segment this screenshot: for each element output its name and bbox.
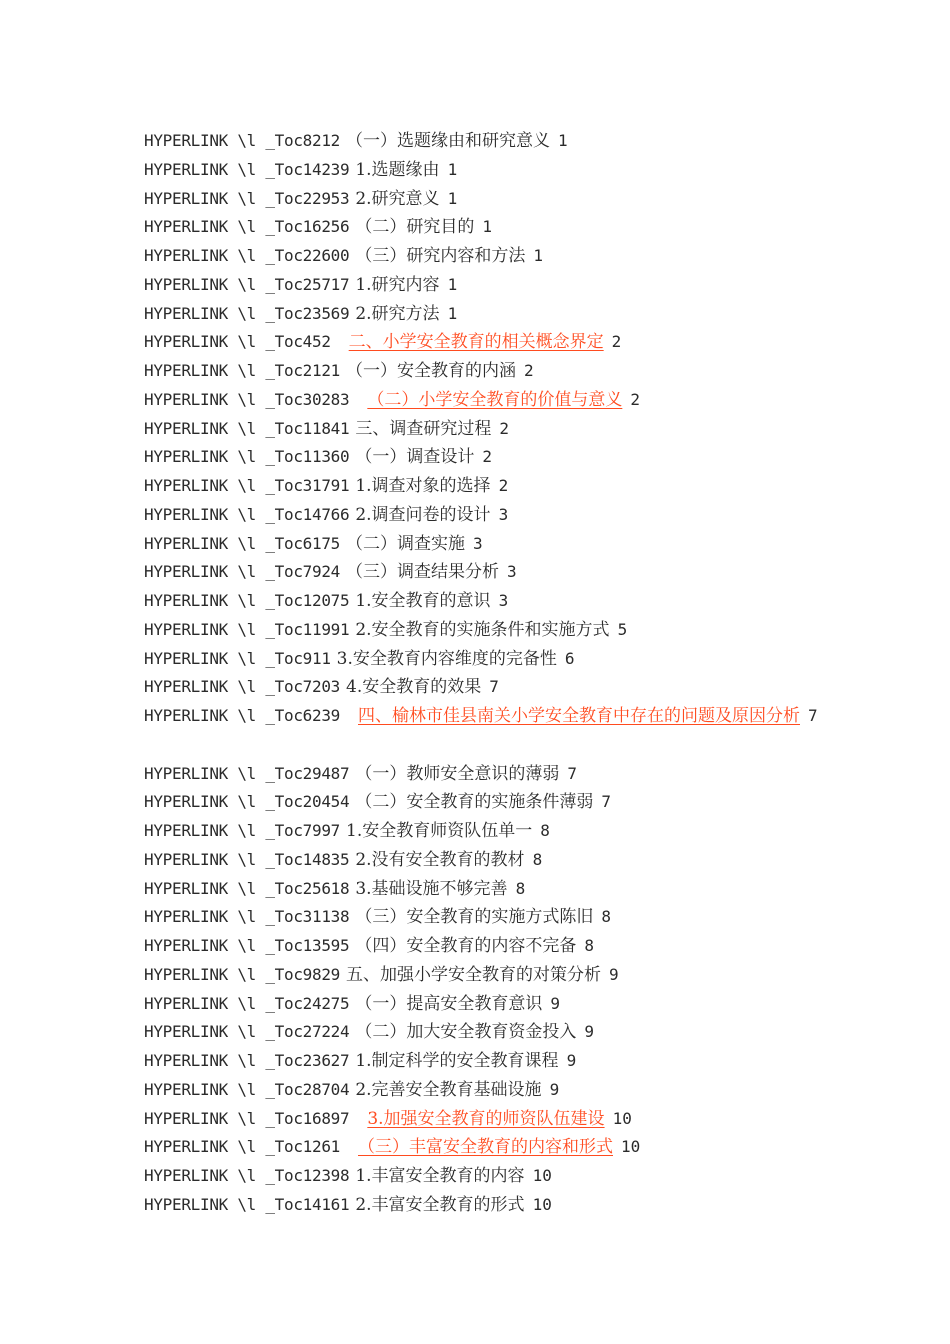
toc-title: （三）研究内容和方法 (355, 246, 526, 266)
toc-entry (144, 846, 824, 875)
toc-title-link[interactable]: 3.加强安全教育的师资队伍建设 (367, 1108, 605, 1129)
toc-entry (144, 1076, 824, 1105)
toc-page-number: 1 (558, 131, 568, 150)
toc-title: 三、调查研究过程 (355, 418, 492, 439)
toc-field-code: HYPERLINK \l _Toc12075 (144, 591, 350, 610)
toc-page-number: 9 (609, 964, 619, 984)
toc-field-code: HYPERLINK \l _Toc14239 (144, 159, 350, 179)
toc-field-code: HYPERLINK \l _Toc13595 (144, 936, 350, 955)
toc-field-code: HYPERLINK \l _Toc22953 (144, 188, 350, 208)
toc-title: 2.完善安全教育基础设施 (355, 1079, 542, 1100)
toc-field-code: HYPERLINK \l _Toc28704 (144, 1079, 350, 1099)
toc-entry[interactable] (144, 1133, 824, 1162)
toc-page-number: 2 (524, 361, 534, 380)
toc-page-number: 8 (540, 821, 550, 840)
toc-page-number: 1 (447, 274, 458, 294)
toc-page-number: 9 (550, 993, 560, 1013)
toc-entry (144, 616, 824, 645)
toc-title: （二）研究目的 (355, 217, 475, 238)
toc-field-code: HYPERLINK \l _Toc7203 (144, 677, 340, 697)
toc-entry (144, 903, 824, 932)
toc-field-code: HYPERLINK \l _Toc22600 (144, 246, 350, 265)
toc-page-number: 1 (533, 246, 543, 265)
toc-field-code: HYPERLINK \l _Toc14766 (144, 504, 350, 524)
toc-entry (144, 213, 824, 242)
toc-title: 1.安全教育师资队伍单一 (346, 821, 533, 841)
toc-title: 1.安全教育的意识 (355, 591, 491, 611)
toc-page-number: 7 (808, 706, 818, 725)
toc-page-number: 10 (612, 1108, 632, 1128)
toc-field-code: HYPERLINK \l _Toc23569 (144, 303, 350, 323)
toc-field-code: HYPERLINK \l _Toc7997 (144, 821, 340, 840)
toc-entry (144, 1018, 824, 1047)
toc-page-number: 10 (621, 1137, 641, 1157)
toc-title: 五、加强小学安全教育的对策分析 (346, 964, 601, 985)
toc-field-code: HYPERLINK \l _Toc25618 (144, 878, 350, 898)
toc-title: （一）教师安全意识的薄弱 (355, 763, 560, 784)
toc-field-code: HYPERLINK \l _Toc23627 (144, 1051, 350, 1070)
toc-title: 3.安全教育内容维度的完备性 (336, 648, 557, 669)
toc-entry (144, 587, 824, 616)
toc-page-number: 8 (601, 907, 611, 927)
toc-entry (144, 242, 824, 271)
toc-page-number: 8 (515, 878, 526, 898)
toc-field-code: HYPERLINK \l _Toc30283 (144, 389, 350, 409)
toc-entry[interactable] (144, 328, 824, 357)
toc-entry (144, 1162, 824, 1191)
toc-field-code: HYPERLINK \l _Toc12398 (144, 1166, 350, 1185)
toc-title: （一）提高安全教育意识 (355, 993, 543, 1014)
toc-page-number: 2 (482, 447, 492, 467)
toc-field-code: HYPERLINK \l _Toc11991 (144, 619, 350, 639)
toc-entry (144, 415, 824, 444)
toc-title: （三）安全教育的实施方式陈旧 (355, 907, 594, 928)
toc-entry[interactable] (144, 1105, 824, 1134)
toc-field-code: HYPERLINK \l _Toc911 (144, 648, 331, 668)
toc-title-link[interactable]: （三）丰富安全教育的内容和形式 (358, 1137, 613, 1158)
toc-page-number: 2 (499, 418, 509, 438)
toc-title: 1.调查对象的选择 (355, 476, 491, 496)
toc-entry (144, 127, 824, 156)
toc-entry (144, 788, 824, 817)
toc-page-number: 2 (630, 389, 640, 409)
toc-page-number: 8 (584, 936, 594, 955)
toc-entry (144, 185, 824, 214)
toc-entry[interactable] (144, 702, 824, 760)
toc-entry (144, 530, 824, 559)
toc-field-code: HYPERLINK \l _Toc29487 (144, 763, 350, 783)
toc-field-code: HYPERLINK \l _Toc31791 (144, 476, 350, 495)
toc-page-number: 3 (473, 533, 483, 553)
toc-title: （四）安全教育的内容不完备 (355, 936, 577, 956)
toc-title: 2.研究意义 (355, 188, 440, 209)
toc-page-number: 1 (447, 159, 458, 179)
toc-field-code: HYPERLINK \l _Toc31138 (144, 907, 350, 927)
toc-page-number: 7 (601, 792, 611, 812)
toc-page-number: 1 (482, 217, 492, 237)
toc-page-number: 7 (567, 763, 577, 783)
toc-field-code: HYPERLINK \l _Toc6239 (144, 706, 340, 725)
toc-entry (144, 990, 824, 1019)
toc-entry (144, 760, 824, 789)
toc-field-code: HYPERLINK \l _Toc7924 (144, 562, 340, 582)
toc-page-number: 5 (617, 619, 628, 639)
toc-field-code: HYPERLINK \l _Toc27224 (144, 1022, 350, 1042)
toc-page-number: 6 (564, 648, 575, 668)
toc-title: 2.丰富安全教育的形式 (355, 1194, 525, 1215)
toc-title: （二）加大安全教育资金投入 (355, 1022, 577, 1043)
toc-field-code: HYPERLINK \l _Toc11841 (144, 418, 350, 438)
toc-page-number: 2 (498, 476, 509, 495)
toc-title: （一）选题缘由和研究意义 (346, 131, 550, 151)
toc-field-code: HYPERLINK \l _Toc16256 (144, 217, 350, 237)
toc-entry (144, 961, 824, 990)
toc-entry (144, 1047, 824, 1076)
toc-title: （一）调查设计 (355, 447, 475, 468)
toc-page-number: 8 (532, 849, 543, 869)
toc-field-code: HYPERLINK \l _Toc452 (144, 332, 331, 352)
toc-page-number: 3 (498, 504, 509, 524)
toc-page-number: 9 (566, 1051, 577, 1070)
toc-entry (144, 673, 824, 702)
toc-field-code: HYPERLINK \l _Toc16897 (144, 1108, 350, 1128)
toc-entry (144, 357, 824, 386)
toc-field-code: HYPERLINK \l _Toc14835 (144, 849, 350, 869)
toc-title: 3.基础设施不够完善 (355, 878, 508, 899)
toc-title: 2.安全教育的实施条件和实施方式 (355, 619, 610, 640)
toc-entry (144, 558, 824, 587)
toc-entry (144, 443, 824, 472)
toc-entry (144, 271, 824, 300)
toc-page-number: 10 (532, 1166, 552, 1185)
toc-entry (144, 472, 824, 501)
toc-title: 2.没有安全教育的教材 (355, 849, 525, 870)
toc-field-code: HYPERLINK \l _Toc20454 (144, 792, 350, 812)
toc-page-number: 7 (489, 677, 499, 697)
toc-entry (144, 932, 824, 961)
toc-title: （二）调查实施 (346, 533, 465, 554)
toc-page-number: 9 (584, 1022, 594, 1042)
toc-title: 2.调查问卷的设计 (355, 504, 491, 525)
toc-field-code: HYPERLINK \l _Toc25717 (144, 274, 350, 294)
toc-title: （三）调查结果分析 (346, 562, 499, 583)
toc-page-number: 1 (447, 188, 458, 208)
toc-title: 4.安全教育的效果 (346, 677, 482, 698)
toc-entry[interactable] (144, 386, 824, 415)
toc-entry (144, 501, 824, 530)
toc-title: 1.选题缘由 (355, 159, 440, 180)
toc-field-code: HYPERLINK \l _Toc24275 (144, 993, 350, 1013)
toc-field-code: HYPERLINK \l _Toc6175 (144, 533, 340, 553)
table-of-contents (144, 127, 824, 1220)
toc-entry (144, 645, 824, 674)
toc-field-code: HYPERLINK \l _Toc11360 (144, 447, 350, 467)
toc-field-code: HYPERLINK \l _Toc14161 (144, 1194, 350, 1214)
toc-title: （一）安全教育的内涵 (346, 361, 516, 381)
toc-page-number: 3 (498, 591, 509, 610)
toc-page-number: 3 (507, 562, 517, 582)
toc-title: 2.研究方法 (355, 303, 440, 324)
toc-entry (144, 817, 824, 846)
toc-title: 1.丰富安全教育的内容 (355, 1166, 525, 1186)
toc-field-code: HYPERLINK \l _Toc9829 (144, 964, 340, 984)
toc-entry (144, 1191, 824, 1220)
toc-page-number: 9 (549, 1079, 560, 1099)
toc-title-link[interactable]: 四、榆林市佳县南关小学安全教育中存在的问题及原因分析 (358, 706, 800, 726)
toc-field-code: HYPERLINK \l _Toc8212 (144, 131, 340, 150)
toc-entry (144, 875, 824, 904)
toc-field-code: HYPERLINK \l _Toc1261 (144, 1137, 340, 1157)
toc-page-number: 10 (532, 1194, 552, 1214)
toc-page-number: 1 (447, 303, 458, 323)
toc-title-link[interactable]: 二、小学安全教育的相关概念界定 (348, 332, 604, 353)
toc-title: 1.研究内容 (355, 274, 440, 295)
toc-page-number: 2 (611, 332, 622, 352)
toc-title: （二）安全教育的实施条件薄弱 (355, 792, 594, 813)
toc-title: 1.制定科学的安全教育课程 (355, 1051, 559, 1071)
toc-entry (144, 300, 824, 329)
toc-entry (144, 156, 824, 185)
toc-field-code: HYPERLINK \l _Toc2121 (144, 361, 340, 380)
toc-title-link[interactable]: （二）小学安全教育的价值与意义 (367, 389, 623, 410)
